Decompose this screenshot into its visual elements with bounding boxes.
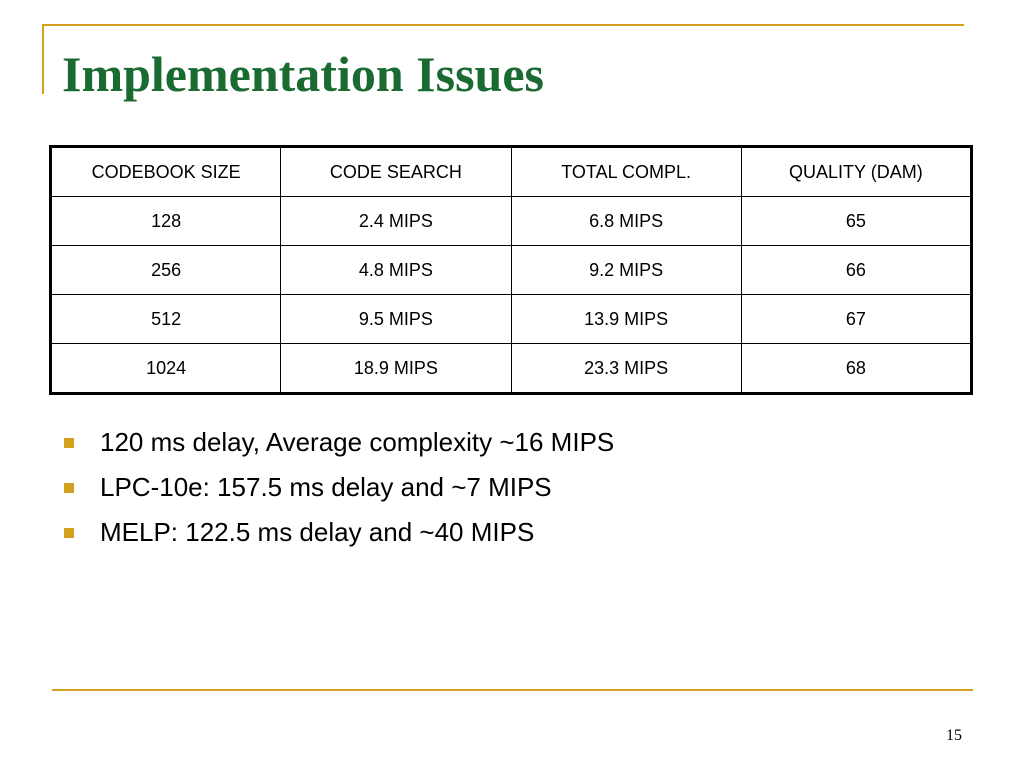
square-bullet-icon	[64, 438, 74, 448]
cell-total-complexity: 9.2 MIPS	[511, 246, 741, 295]
cell-code-search: 18.9 MIPS	[281, 344, 511, 394]
cell-quality: 68	[741, 344, 971, 394]
table-row	[51, 197, 972, 246]
bullet-item	[62, 465, 614, 510]
square-bullet-icon	[64, 483, 74, 493]
cell-codebook-size: 256	[51, 246, 281, 295]
cell-code-search: 2.4 MIPS	[281, 197, 511, 246]
cell-code-search: 4.8 MIPS	[281, 246, 511, 295]
table-header-row	[51, 147, 972, 197]
bullet-text: LPC-10e: 157.5 ms delay and ~7 MIPS	[100, 472, 552, 502]
page-number: 15	[946, 727, 962, 744]
cell-codebook-size: 1024	[51, 344, 281, 394]
slide-title: Implementation Issues	[62, 46, 544, 102]
cell-total-complexity: 6.8 MIPS	[511, 197, 741, 246]
bullet-item	[62, 510, 614, 555]
left-accent-line	[42, 24, 44, 94]
header-total-complexity: TOTAL COMPL.	[511, 147, 741, 197]
cell-total-complexity: 13.9 MIPS	[511, 295, 741, 344]
cell-total-complexity: 23.3 MIPS	[511, 344, 741, 394]
header-codebook-size: CODEBOOK SIZE	[51, 147, 281, 197]
bullet-list	[62, 420, 614, 555]
table-row	[51, 295, 972, 344]
bottom-accent-line	[52, 689, 973, 691]
cell-codebook-size: 128	[51, 197, 281, 246]
table-row	[51, 344, 972, 394]
square-bullet-icon	[64, 528, 74, 538]
table-row	[51, 246, 972, 295]
bullet-item	[62, 420, 614, 465]
bullet-text: MELP: 122.5 ms delay and ~40 MIPS	[100, 517, 535, 547]
cell-code-search: 9.5 MIPS	[281, 295, 511, 344]
codebook-table	[49, 145, 973, 395]
header-quality: QUALITY (DAM)	[741, 147, 971, 197]
header-code-search: CODE SEARCH	[281, 147, 511, 197]
cell-quality: 65	[741, 197, 971, 246]
cell-codebook-size: 512	[51, 295, 281, 344]
cell-quality: 66	[741, 246, 971, 295]
bullet-text: 120 ms delay, Average complexity ~16 MIPS	[100, 427, 615, 457]
cell-quality: 67	[741, 295, 971, 344]
top-accent-line	[42, 24, 964, 26]
